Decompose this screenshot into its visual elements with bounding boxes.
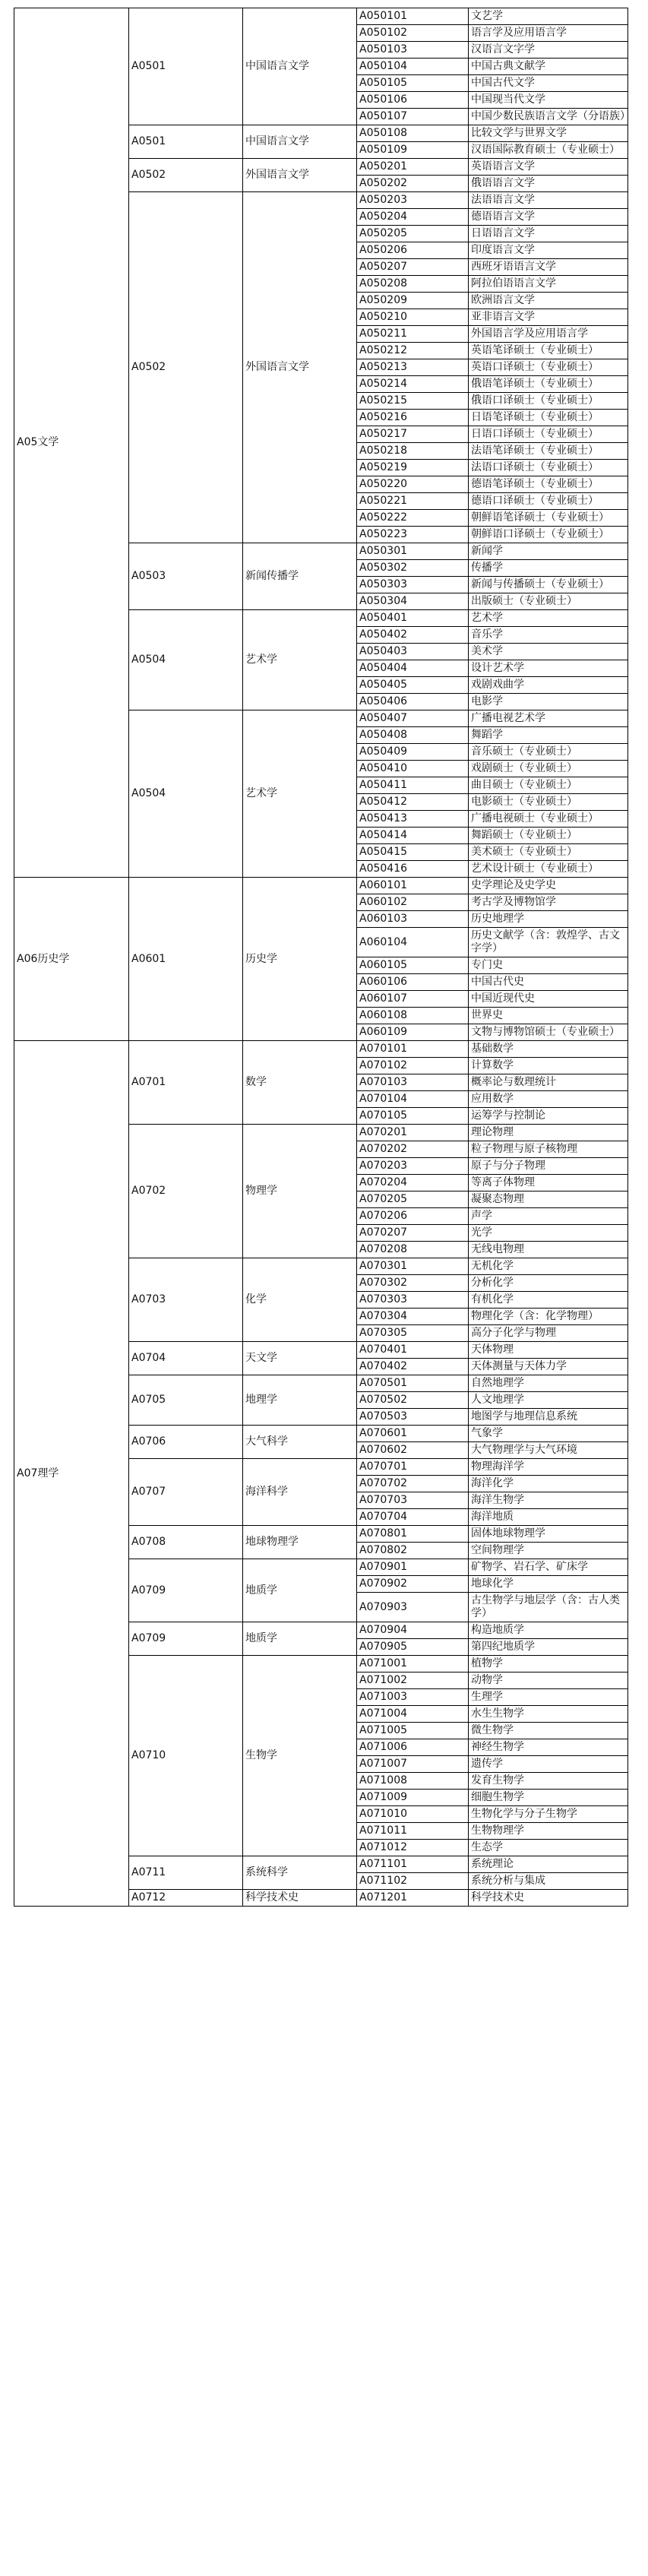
major-name-cell: 德语笔译硕士（专业硕士） (469, 476, 628, 493)
major-name-cell: 凝聚态物理 (469, 1191, 628, 1208)
major-code-cell: A050222 (357, 510, 469, 527)
major-name-cell: 音乐硕士（专业硕士） (469, 744, 628, 761)
major-name-cell: 基础数学 (469, 1041, 628, 1058)
major-code-cell: A050218 (357, 443, 469, 460)
major-name-cell: 英语口译硕士（专业硕士） (469, 359, 628, 376)
major-name-cell: 舞蹈硕士（专业硕士） (469, 828, 628, 844)
major-code-cell: A050104 (357, 59, 469, 75)
major-name-cell: 动物学 (469, 1673, 628, 1689)
major-code-cell: A050211 (357, 326, 469, 343)
discipline-name-cell: 海洋科学 (243, 1459, 357, 1526)
discipline-name-cell: 科学技术史 (243, 1890, 357, 1907)
major-code-cell: A060102 (357, 894, 469, 911)
major-code-cell: A070703 (357, 1492, 469, 1509)
major-name-cell: 植物学 (469, 1656, 628, 1673)
major-name-cell: 生物化学与分子生物学 (469, 1806, 628, 1823)
discipline-code-cell: A0501 (129, 8, 243, 125)
major-code-cell: A060107 (357, 991, 469, 1008)
major-code-cell: A070208 (357, 1242, 469, 1258)
major-name-cell: 语言学及应用语言学 (469, 25, 628, 42)
major-code-cell: A071102 (357, 1873, 469, 1890)
major-code-cell: A070206 (357, 1208, 469, 1225)
major-code-cell: A050109 (357, 142, 469, 159)
major-code-cell: A050408 (357, 727, 469, 744)
major-code-cell: A050403 (357, 644, 469, 660)
category-cell: A07理学 (14, 1041, 129, 1907)
major-name-cell: 新闻与传播硕士（专业硕士） (469, 577, 628, 593)
major-name-cell: 英语笔译硕士（专业硕士） (469, 343, 628, 359)
major-name-cell: 有机化学 (469, 1292, 628, 1309)
major-code-cell: A050108 (357, 125, 469, 142)
major-name-cell: 中国现当代文学 (469, 92, 628, 109)
major-name-cell: 人文地理学 (469, 1392, 628, 1409)
major-name-cell: 海洋地质 (469, 1509, 628, 1526)
major-code-cell: A070402 (357, 1359, 469, 1375)
major-name-cell: 地球化学 (469, 1576, 628, 1593)
discipline-name-cell: 艺术学 (243, 710, 357, 878)
major-name-cell: 自然地理学 (469, 1375, 628, 1392)
major-name-cell: 中国古代文学 (469, 75, 628, 92)
discipline-code-cell: A0601 (129, 878, 243, 1041)
major-name-cell: 第四纪地质学 (469, 1639, 628, 1656)
major-code-cell: A071101 (357, 1856, 469, 1873)
discipline-name-cell: 外国语言文学 (243, 159, 357, 192)
major-name-cell: 戏剧硕士（专业硕士） (469, 761, 628, 777)
major-code-cell: A071009 (357, 1790, 469, 1806)
major-code-cell: A050304 (357, 593, 469, 610)
major-code-cell: A050220 (357, 476, 469, 493)
table-row (14, 8, 628, 25)
major-name-cell: 艺术设计硕士（专业硕士） (469, 861, 628, 878)
major-name-cell: 曲目硕士（专业硕士） (469, 777, 628, 794)
major-name-cell: 新闻学 (469, 543, 628, 560)
major-code-cell: A060105 (357, 957, 469, 974)
major-code-cell: A070104 (357, 1091, 469, 1108)
major-code-cell: A070602 (357, 1442, 469, 1459)
major-code-cell: A050205 (357, 226, 469, 242)
major-code-cell: A050219 (357, 460, 469, 476)
major-code-cell: A071002 (357, 1673, 469, 1689)
major-code-cell: A070905 (357, 1639, 469, 1656)
major-name-cell: 俄语口译硕士（专业硕士） (469, 393, 628, 410)
major-name-cell: 日语笔译硕士（专业硕士） (469, 410, 628, 426)
discipline-name-cell: 历史学 (243, 878, 357, 1041)
major-name-cell: 美术硕士（专业硕士） (469, 844, 628, 861)
major-code-cell: A070702 (357, 1476, 469, 1492)
major-name-cell: 构造地质学 (469, 1622, 628, 1639)
discipline-code-cell: A0709 (129, 1622, 243, 1656)
major-name-cell: 印度语言文学 (469, 242, 628, 259)
major-name-cell: 阿拉伯语语言文学 (469, 276, 628, 293)
major-code-cell: A050101 (357, 8, 469, 25)
major-code-cell: A050223 (357, 527, 469, 543)
major-code-cell: A070205 (357, 1191, 469, 1208)
major-code-cell: A050213 (357, 359, 469, 376)
discipline-code-cell: A0503 (129, 543, 243, 610)
major-name-cell: 朝鲜语口译硕士（专业硕士） (469, 527, 628, 543)
major-code-cell: A071010 (357, 1806, 469, 1823)
major-code-cell: A060104 (357, 928, 469, 957)
major-code-cell: A071201 (357, 1890, 469, 1907)
discipline-name-cell: 新闻传播学 (243, 543, 357, 610)
discipline-code-cell: A0706 (129, 1426, 243, 1459)
major-code-cell: A050203 (357, 192, 469, 209)
major-name-cell: 运筹学与控制论 (469, 1108, 628, 1125)
major-code-cell: A070502 (357, 1392, 469, 1409)
major-code-cell: A070101 (357, 1041, 469, 1058)
major-name-cell: 粒子物理与原子核物理 (469, 1141, 628, 1158)
major-code-cell: A070302 (357, 1275, 469, 1292)
major-code-cell: A070201 (357, 1125, 469, 1141)
discipline-code-cell: A0708 (129, 1526, 243, 1559)
major-name-cell: 生理学 (469, 1689, 628, 1706)
major-code-cell: A070305 (357, 1325, 469, 1342)
category-cell: A05文学 (14, 8, 129, 878)
major-name-cell: 戏剧戏曲学 (469, 677, 628, 694)
major-name-cell: 传播学 (469, 560, 628, 577)
table-row (14, 1041, 628, 1058)
major-name-cell: 日语口译硕士（专业硕士） (469, 426, 628, 443)
major-name-cell: 科学技术史 (469, 1890, 628, 1907)
major-name-cell: 中国古典文献学 (469, 59, 628, 75)
major-code-cell: A070303 (357, 1292, 469, 1309)
major-name-cell: 设计艺术学 (469, 660, 628, 677)
major-name-cell: 无线电物理 (469, 1242, 628, 1258)
major-code-cell: A070704 (357, 1509, 469, 1526)
major-code-cell: A070902 (357, 1576, 469, 1593)
major-code-cell: A050202 (357, 176, 469, 192)
major-name-cell: 中国少数民族语言文学（分语族） (469, 109, 628, 125)
table-row (14, 878, 628, 894)
major-name-cell: 音乐学 (469, 627, 628, 644)
discipline-code-cell: A0709 (129, 1559, 243, 1622)
major-code-cell: A071012 (357, 1840, 469, 1856)
major-name-cell: 发育生物学 (469, 1773, 628, 1790)
major-code-cell: A060106 (357, 974, 469, 991)
major-name-cell: 历史文献学（含：敦煌学、古文字学） (469, 928, 628, 957)
major-name-cell: 物理化学（含：化学物理） (469, 1309, 628, 1325)
major-code-cell: A050410 (357, 761, 469, 777)
major-name-cell: 地图学与地理信息系统 (469, 1409, 628, 1426)
major-code-cell: A071001 (357, 1656, 469, 1673)
major-code-cell: A050416 (357, 861, 469, 878)
major-code-cell: A050405 (357, 677, 469, 694)
major-code-cell: A050204 (357, 209, 469, 226)
discipline-code-table (14, 8, 631, 1907)
major-code-cell: A071003 (357, 1689, 469, 1706)
discipline-code-cell: A0701 (129, 1041, 243, 1125)
major-code-cell: A071005 (357, 1723, 469, 1739)
discipline-name-cell: 物理学 (243, 1125, 357, 1258)
major-code-cell: A050414 (357, 828, 469, 844)
major-name-cell: 古生物学与地层学（含：古人类学） (469, 1593, 628, 1622)
discipline-code-cell: A0707 (129, 1459, 243, 1526)
major-code-cell: A070301 (357, 1258, 469, 1275)
major-name-cell: 英语语言文学 (469, 159, 628, 176)
major-code-cell: A070701 (357, 1459, 469, 1476)
major-name-cell: 西班牙语语言文学 (469, 259, 628, 276)
discipline-code-cell: A0710 (129, 1656, 243, 1856)
major-code-cell: A050406 (357, 694, 469, 710)
major-name-cell: 气象学 (469, 1426, 628, 1442)
major-name-cell: 广播电视艺术学 (469, 710, 628, 727)
discipline-name-cell: 中国语言文学 (243, 8, 357, 125)
discipline-name-cell: 大气科学 (243, 1426, 357, 1459)
discipline-code-cell: A0504 (129, 710, 243, 878)
major-code-cell: A050106 (357, 92, 469, 109)
major-code-cell: A050217 (357, 426, 469, 443)
discipline-name-cell: 化学 (243, 1258, 357, 1342)
discipline-code-cell: A0711 (129, 1856, 243, 1890)
major-name-cell: 中国近现代史 (469, 991, 628, 1008)
major-code-cell: A070105 (357, 1108, 469, 1125)
major-name-cell: 文物与博物馆硕士（专业硕士） (469, 1024, 628, 1041)
major-code-cell: A050401 (357, 610, 469, 627)
major-code-cell: A050409 (357, 744, 469, 761)
major-code-cell: A050216 (357, 410, 469, 426)
major-name-cell: 汉语国际教育硕士（专业硕士） (469, 142, 628, 159)
major-name-cell: 遗传学 (469, 1756, 628, 1773)
major-name-cell: 史学理论及史学史 (469, 878, 628, 894)
major-code-cell: A070304 (357, 1309, 469, 1325)
discipline-name-cell: 天文学 (243, 1342, 357, 1375)
major-code-cell: A050206 (357, 242, 469, 259)
major-name-cell: 法语笔译硕士（专业硕士） (469, 443, 628, 460)
major-name-cell: 亚非语言文学 (469, 309, 628, 326)
major-code-cell: A070802 (357, 1543, 469, 1559)
major-name-cell: 系统分析与集成 (469, 1873, 628, 1890)
major-code-cell: A050412 (357, 794, 469, 811)
major-code-cell: A050214 (357, 376, 469, 393)
major-name-cell: 原子与分子物理 (469, 1158, 628, 1175)
discipline-name-cell: 艺术学 (243, 610, 357, 710)
major-code-cell: A050210 (357, 309, 469, 326)
major-code-cell: A060103 (357, 911, 469, 928)
major-name-cell: 分析化学 (469, 1275, 628, 1292)
major-name-cell: 细胞生物学 (469, 1790, 628, 1806)
major-name-cell: 电影硕士（专业硕士） (469, 794, 628, 811)
major-code-cell: A050415 (357, 844, 469, 861)
discipline-code-cell: A0712 (129, 1890, 243, 1907)
major-code-cell: A050303 (357, 577, 469, 593)
discipline-code-cell: A0705 (129, 1375, 243, 1426)
major-code-cell: A050411 (357, 777, 469, 794)
major-code-cell: A050107 (357, 109, 469, 125)
major-name-cell: 天体测量与天体力学 (469, 1359, 628, 1375)
major-name-cell: 高分子化学与物理 (469, 1325, 628, 1342)
major-name-cell: 艺术学 (469, 610, 628, 627)
major-code-cell: A050212 (357, 343, 469, 359)
major-name-cell: 俄语语言文学 (469, 176, 628, 192)
major-name-cell: 中国古代史 (469, 974, 628, 991)
major-code-cell: A070103 (357, 1074, 469, 1091)
major-code-cell: A050201 (357, 159, 469, 176)
major-code-cell: A050207 (357, 259, 469, 276)
major-name-cell: 固体地球物理学 (469, 1526, 628, 1543)
major-code-cell: A070801 (357, 1526, 469, 1543)
discipline-name-cell: 中国语言文学 (243, 125, 357, 159)
major-code-cell: A050402 (357, 627, 469, 644)
major-name-cell: 系统理论 (469, 1856, 628, 1873)
major-code-cell: A050209 (357, 293, 469, 309)
major-code-cell: A071011 (357, 1823, 469, 1840)
major-code-cell: A070903 (357, 1593, 469, 1622)
major-code-cell: A050301 (357, 543, 469, 560)
major-name-cell: 生态学 (469, 1840, 628, 1856)
major-code-cell: A050221 (357, 493, 469, 510)
major-name-cell: 天体物理 (469, 1342, 628, 1359)
major-name-cell: 欧洲语言文学 (469, 293, 628, 309)
discipline-code-cell: A0703 (129, 1258, 243, 1342)
discipline-name-cell: 地质学 (243, 1559, 357, 1622)
major-name-cell: 电影学 (469, 694, 628, 710)
major-name-cell: 广播电视硕士（专业硕士） (469, 811, 628, 828)
discipline-name-cell: 地理学 (243, 1375, 357, 1426)
major-code-cell: A071008 (357, 1773, 469, 1790)
major-name-cell: 光学 (469, 1225, 628, 1242)
major-code-cell: A070601 (357, 1426, 469, 1442)
major-code-cell: A060108 (357, 1008, 469, 1024)
discipline-code-cell: A0502 (129, 159, 243, 192)
category-cell: A06历史学 (14, 878, 129, 1041)
major-code-cell: A050208 (357, 276, 469, 293)
major-code-cell: A060109 (357, 1024, 469, 1041)
major-name-cell: 世界史 (469, 1008, 628, 1024)
major-name-cell: 大气物理学与大气环境 (469, 1442, 628, 1459)
major-name-cell: 专门史 (469, 957, 628, 974)
discipline-name-cell: 数学 (243, 1041, 357, 1125)
major-code-cell: A050302 (357, 560, 469, 577)
discipline-name-cell: 地球物理学 (243, 1526, 357, 1559)
major-code-cell: A060101 (357, 878, 469, 894)
major-name-cell: 文艺学 (469, 8, 628, 25)
major-name-cell: 朝鲜语笔译硕士（专业硕士） (469, 510, 628, 527)
discipline-code-cell: A0501 (129, 125, 243, 159)
major-name-cell: 比较文学与世界文学 (469, 125, 628, 142)
major-code-cell: A070204 (357, 1175, 469, 1191)
discipline-name-cell: 系统科学 (243, 1856, 357, 1890)
major-name-cell: 历史地理学 (469, 911, 628, 928)
major-name-cell: 理论物理 (469, 1125, 628, 1141)
major-code-cell: A050102 (357, 25, 469, 42)
major-name-cell: 德语口译硕士（专业硕士） (469, 493, 628, 510)
discipline-name-cell: 外国语言文学 (243, 192, 357, 543)
major-name-cell: 日语语言文学 (469, 226, 628, 242)
major-name-cell: 空间物理学 (469, 1543, 628, 1559)
major-name-cell: 物理海洋学 (469, 1459, 628, 1476)
major-code-cell: A071006 (357, 1739, 469, 1756)
major-name-cell: 汉语言文字学 (469, 42, 628, 59)
major-code-cell: A050404 (357, 660, 469, 677)
major-code-cell: A050215 (357, 393, 469, 410)
major-code-cell: A070401 (357, 1342, 469, 1359)
major-code-cell: A070904 (357, 1622, 469, 1639)
major-name-cell: 等离子体物理 (469, 1175, 628, 1191)
discipline-name-cell: 地质学 (243, 1622, 357, 1656)
major-code-cell: A070202 (357, 1141, 469, 1158)
major-code-cell: A050103 (357, 42, 469, 59)
major-name-cell: 水生生物学 (469, 1706, 628, 1723)
major-name-cell: 矿物学、岩石学、矿床学 (469, 1559, 628, 1576)
major-name-cell: 外国语言学及应用语言学 (469, 326, 628, 343)
major-name-cell: 德语语言文学 (469, 209, 628, 226)
major-name-cell: 舞蹈学 (469, 727, 628, 744)
major-name-cell: 概率论与数理统计 (469, 1074, 628, 1091)
major-name-cell: 出版硕士（专业硕士） (469, 593, 628, 610)
discipline-code-cell: A0502 (129, 192, 243, 543)
major-code-cell: A070503 (357, 1409, 469, 1426)
major-code-cell: A071004 (357, 1706, 469, 1723)
major-name-cell: 美术学 (469, 644, 628, 660)
discipline-name-cell: 生物学 (243, 1656, 357, 1856)
major-name-cell: 法语语言文学 (469, 192, 628, 209)
major-code-cell: A071007 (357, 1756, 469, 1773)
major-code-cell: A070203 (357, 1158, 469, 1175)
discipline-code-cell: A0704 (129, 1342, 243, 1375)
major-code-cell: A070102 (357, 1058, 469, 1074)
discipline-code-cell: A0504 (129, 610, 243, 710)
major-code-cell: A070207 (357, 1225, 469, 1242)
major-name-cell: 声学 (469, 1208, 628, 1225)
major-code-cell: A070901 (357, 1559, 469, 1576)
major-name-cell: 神经生物学 (469, 1739, 628, 1756)
major-name-cell: 海洋生物学 (469, 1492, 628, 1509)
major-name-cell: 考古学及博物馆学 (469, 894, 628, 911)
major-code-cell: A050407 (357, 710, 469, 727)
major-name-cell: 无机化学 (469, 1258, 628, 1275)
table-body (14, 8, 631, 1907)
major-code-cell: A050105 (357, 75, 469, 92)
major-name-cell: 法语口译硕士（专业硕士） (469, 460, 628, 476)
major-code-cell: A050413 (357, 811, 469, 828)
major-code-cell: A070501 (357, 1375, 469, 1392)
major-name-cell: 计算数学 (469, 1058, 628, 1074)
major-name-cell: 生物物理学 (469, 1823, 628, 1840)
major-name-cell: 俄语笔译硕士（专业硕士） (469, 376, 628, 393)
discipline-code-cell: A0702 (129, 1125, 243, 1258)
major-name-cell: 微生物学 (469, 1723, 628, 1739)
major-name-cell: 海洋化学 (469, 1476, 628, 1492)
major-name-cell: 应用数学 (469, 1091, 628, 1108)
